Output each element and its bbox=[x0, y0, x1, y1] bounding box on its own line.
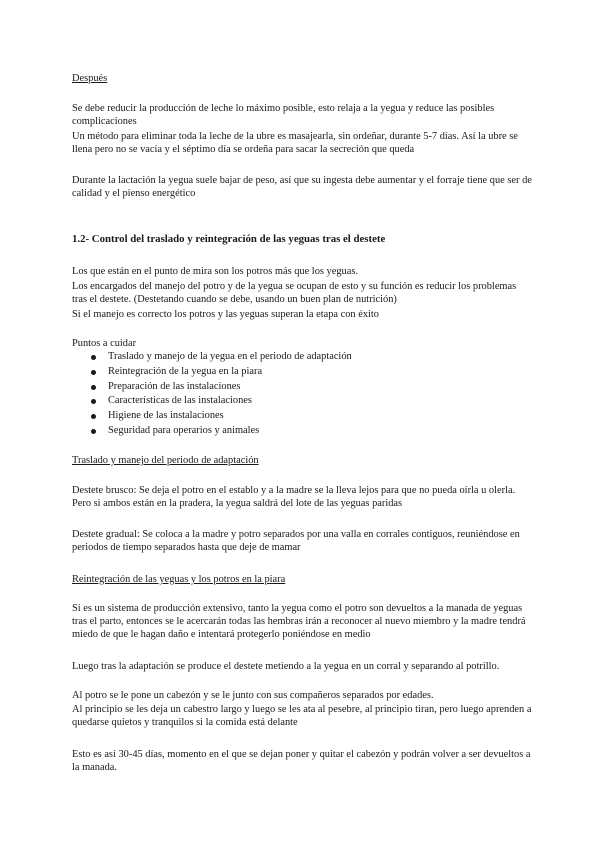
paragraph-cabestro: Al principio se les deja un cabestro largo y luego se les ata al pesebre, al principio tiran, pero luego aprenden a quedarse quietos y tranquilos si la comida está delante bbox=[72, 704, 532, 728]
list-item: Reintegración de la yegua en la piara bbox=[72, 365, 532, 380]
paragraph-manejo-correcto: Si el manejo es correcto los potros y las yeguas superan la etapa con éxito bbox=[72, 309, 380, 320]
paragraph-destete-gradual: Destete gradual: Se coloca a la madre y potro separados por una valla en corrales contiguos, reuniéndose en periodos de tiempo separados hasta que deje de mamar bbox=[72, 529, 520, 553]
reintegracion-heading: Reintegración de las yeguas y los potros en la piara bbox=[72, 574, 286, 585]
paragraph-lactacion-peso: Durante la lactación la yegua suele bajar de peso, así que su ingesta debe aumentar y el forraje tiene que ser de calidad y el pienso energético bbox=[72, 175, 532, 199]
list-item: Seguridad para operarios y animales bbox=[72, 424, 532, 439]
paragraph-adaptacion: Luego tras la adaptación se produce el destete metiendo a la yegua en un corral y separando al potrillo. bbox=[72, 661, 500, 672]
puntos-label: Puntos a cuidar bbox=[72, 338, 137, 349]
traslado-heading: Traslado y manejo del periodo de adaptación bbox=[72, 455, 259, 466]
paragraph-encargados: Los encargados del manejo del potro y de la yegua se ocupan de esto y su función es reducir los problemas tras el destete. (Destetando cuando se debe, usando un buen plan de nutrición) bbox=[72, 281, 517, 305]
list-item: Traslado y manejo de la yegua en el periodo de adaptación bbox=[72, 350, 532, 365]
list-item: Características de las instalaciones bbox=[72, 394, 532, 409]
list-item: Preparación de las instalaciones bbox=[72, 380, 532, 395]
list-item: Higiene de las instalaciones bbox=[72, 409, 532, 424]
paragraph-destete-brusco: Destete brusco: Se deja el potro en el establo y a la madre se la lleva lejos para que no pueda oírla u olerla. Pero si ambos están en la pradera, la yegua saldrá del lote de las yeguas paridas bbox=[72, 485, 516, 509]
paragraph-cabezon: Al potro se le pone un cabezón y se le junto con sus compañeros separados por edades. bbox=[72, 690, 434, 701]
paragraph-sistema-extensivo: Si es un sistema de producción extensivo, tanto la yegua como el potro son devueltos a la manada de yeguas tras el parto, entonces se le acercarán todas las hembras irán a reconocer al nuevo miembro y la madre tendrá miedo de que le hagan daño e intentará protegerlo poniéndose en medio bbox=[72, 603, 526, 640]
paragraph-punto-mira: Los que están en el punto de mira son los potros más que los yeguas. bbox=[72, 266, 358, 277]
despues-heading: Después bbox=[72, 73, 108, 84]
paragraph-dias: Esto es así 30-45 días, momento en el que se dejan poner y quitar el cabezón y podrán volver a ser devueltos a la manada. bbox=[72, 749, 531, 773]
paragraph-metodo-ubre: Un método para eliminar toda la leche de la ubre es masajearla, sin ordeñar, durante 5-7 días. Así la ubre se llena pero no se vacía y el séptimo día se ordeña para sacar la secreción que queda bbox=[72, 131, 518, 155]
section-title: 1.2- Control del traslado y reintegración de las yeguas tras el destete bbox=[72, 233, 386, 245]
puntos-list bbox=[72, 350, 532, 439]
paragraph-reducir-leche: Se debe reducir la producción de leche lo máximo posible, esto relaja a la yegua y reduce las posibles complicaciones bbox=[72, 103, 495, 127]
